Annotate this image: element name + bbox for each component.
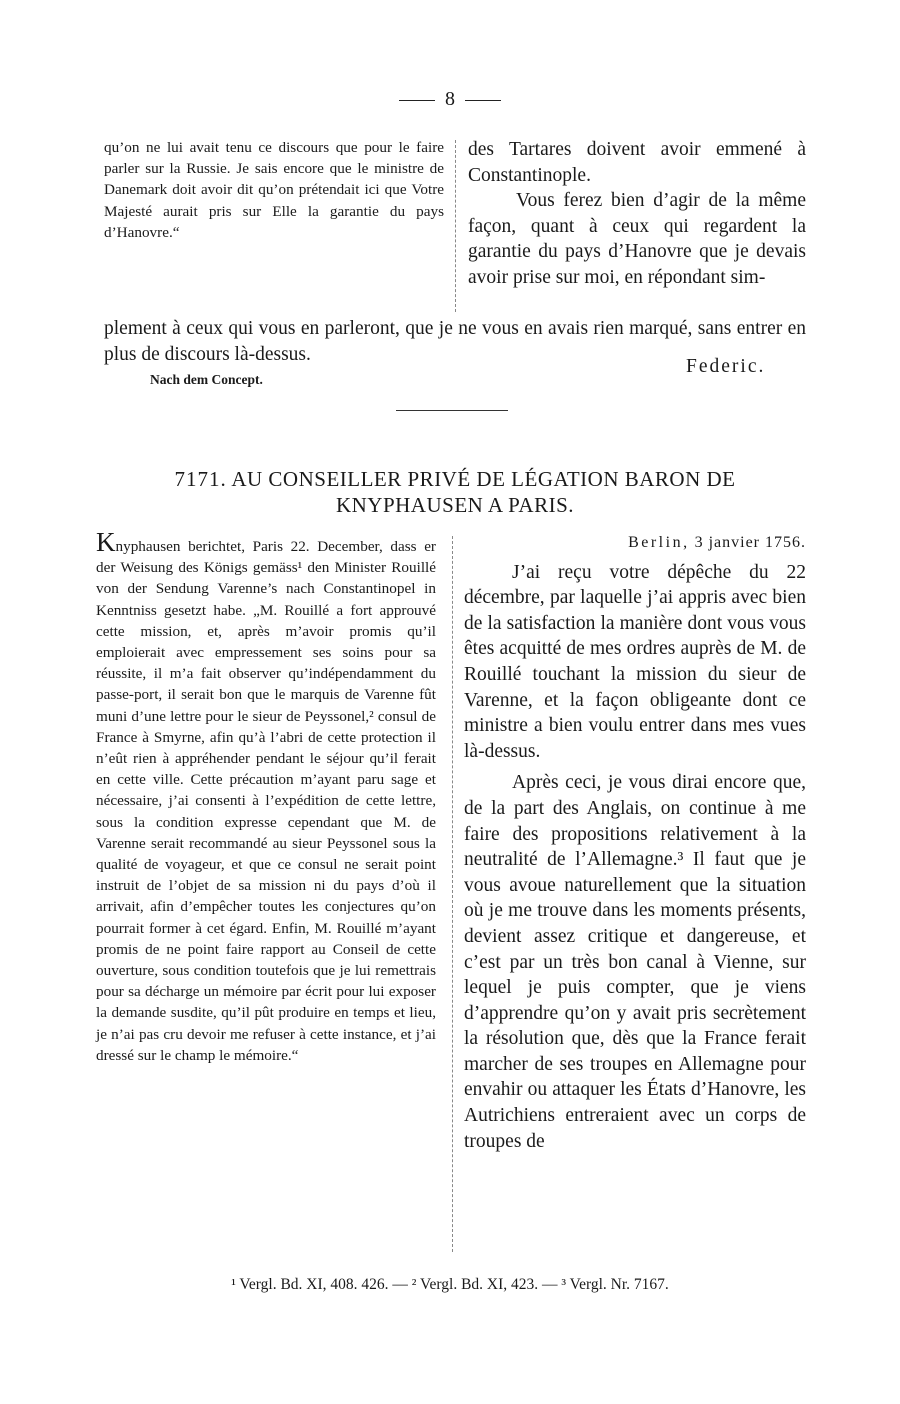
letter-paragraph-1: J’ai reçu votre dépêche du 22 décembre, par laquelle j’ai appris avec bien de la satisfaction la manière dont vous vous êtes acquitté de mes ordres auprès de M. de Rouillé touchant la mission du sieur de Varenne, et la façon obligeante dont ce ministre a bien voulu entrer dans mes vues là-dessus. bbox=[464, 561, 806, 762]
concept-note: Nach dem Concept. bbox=[150, 372, 263, 387]
section-divider bbox=[396, 410, 508, 411]
heading-title-2: KNYPHAUSEN A PARIS. bbox=[335, 493, 575, 517]
top-continuation-text: plement à ceux qui vous en parleront, que je ne vous en avais rien marqué, sans entrer en plus de discours là-dessus. bbox=[104, 318, 806, 365]
top-left-text: qu’on ne lui avait tenu ce discours que pour le faire parler sur la Russie. Je sais encore que le ministre de Danemark doit avoir dit qu’on prétendait ici que Votre Majesté aurait pris sur Elle la garantie du pays d’Hanovre.“ bbox=[104, 139, 444, 241]
summary-text bbox=[96, 527, 436, 1066]
dateline bbox=[464, 530, 806, 556]
top-left-column bbox=[104, 137, 444, 243]
top-right-paragraph-2: Vous ferez bien d’agir de la même façon, quant à ceux qui regardent la garantie du pays d’Hanovre que je devais avoir prise sur moi, en répondant sim- bbox=[468, 190, 806, 288]
heading-line-1 bbox=[104, 466, 806, 492]
letter-paragraph-2: Après ceci, je vous dirai encore que, de la part des Anglais, on continue à me faire des propositions relativement à la neutralité de l’Allemagne.³ Il faut que je vous avoue naturellement que la situation où je me trouve dans les moments présents, devient assez critique et dangereuse, et c’est par un très bon canal à Vienne, sur lequel je puis compter, que je viens d’apprendre qu’on y avait pris secrètement la résolution que, dès que la France ferait marcher de ses troupes en Allemagne pour envahir ou attaquer les États d’Hanovre, les Autrichiens entreraient avec un corps de troupes de bbox=[464, 772, 806, 1152]
bottom-column-separator bbox=[452, 536, 453, 1252]
top-right-paragraph-1: des Tartares doivent avoir emmené à Constantinople. bbox=[468, 139, 806, 186]
heading-title-1: AU CONSEILLER PRIVÉ DE LÉGATION BARON DE bbox=[231, 467, 736, 491]
letter-column bbox=[464, 530, 806, 1154]
letter-number: 7171. bbox=[174, 467, 227, 491]
footnotes: ¹ Vergl. Bd. XI, 408. 426. — ² Vergl. Bd. XI, 423. — ³ Vergl. Nr. 7167. bbox=[231, 1276, 669, 1293]
signature: Federic. bbox=[686, 356, 766, 377]
dateline-place: Berlin, bbox=[628, 534, 690, 551]
top-column-separator bbox=[455, 140, 456, 312]
letter-heading bbox=[104, 466, 806, 518]
dateline-date: 3 janvier 1756. bbox=[694, 534, 806, 551]
summary-column bbox=[96, 527, 436, 1066]
page-number-value: 8 bbox=[445, 88, 455, 110]
top-right-column bbox=[468, 137, 806, 291]
summary-body: nyphausen berichtet, Paris 22. December, dass er der Weisung des Königs gemäss¹ den Minister Rouillé von der Sendung Varenne’s nach Constantinopel in Kenntniss gesetzt habe. „M. Rouillé a fort approuvé cette mission, et, après m’avoir promis qu’il emploierait avec empressement ses soins pour sa réussite, il m’a fait observer qu’indépendamment du passe-port, il serait bon que le marquis de Varenne fût muni d’une lettre pour le sieur de Peyssonel,² consul de France à Smyrne, afin qu’à l’abri de cette protection il n’eût rien à appréhender pendant le séjour qu’il ferait en cette ville. Cette précaution m’ayant paru sage et nécessaire, j’ai consenti à l’expédition de cette lettre, sous la condition expresse cependant que M. de Varenne serait recommandé au sieur Peyssonel sous la qualité de voyageur, et que ce consul ne serait point instruit de l’objet de sa mission ni du pays d’où il arrivait, afin d’empêcher toutes les conjectures qu’on pourrait former à cet égard. Enfin, M. Rouillé m’ayant promis de ne point faire rapport au Conseil de cette ouverture, sous condition toutefois que je lui remettrais pour sa décharge un mémoire par écrit pour lui exposer la demande susdite, qu’il pût produire en temps et lieu, je n’ai pas cru devoir me refuser à cette instance, et j’ai dressé sur le champ le mémoire.“ bbox=[96, 538, 436, 1064]
page-number-dash-left bbox=[399, 100, 435, 101]
page-number bbox=[0, 88, 900, 111]
page-number-dash-right bbox=[465, 100, 501, 101]
summary-dropcap: K bbox=[96, 527, 116, 557]
